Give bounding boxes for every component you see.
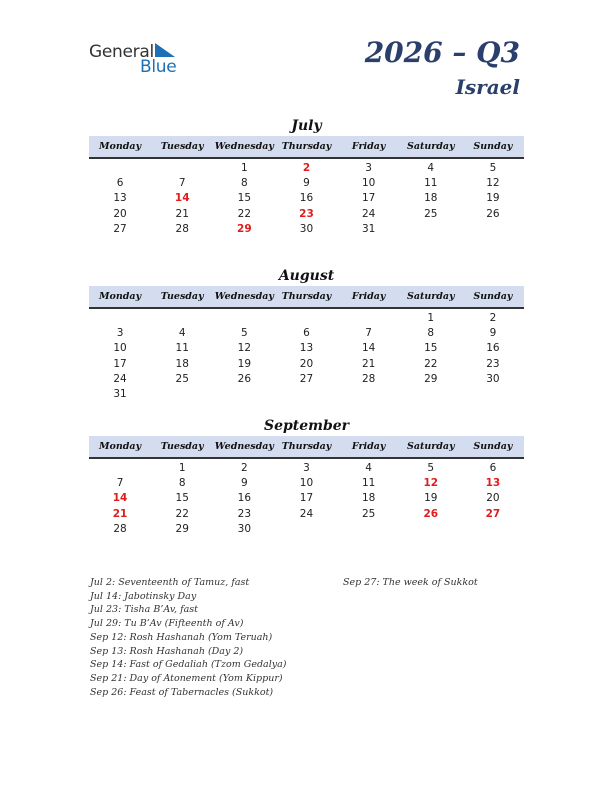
- day-cell: 17: [361, 192, 376, 205]
- day-cell: 29: [424, 372, 438, 385]
- page-title: 2026 – Q3: [364, 36, 520, 69]
- day-cell: 30: [299, 222, 314, 235]
- day-cell: 3: [365, 161, 372, 174]
- day-cell: 25: [424, 207, 438, 220]
- week-row: [89, 221, 524, 236]
- week-row: [89, 191, 524, 206]
- logo-general-text: General: [89, 42, 154, 62]
- day-cell: 2: [241, 461, 248, 474]
- day-cell: 15: [237, 192, 252, 205]
- weekday-label: Tuesday: [160, 291, 204, 302]
- day-cell: 11: [175, 342, 189, 355]
- week-row: [89, 356, 524, 371]
- day-cell: 13: [113, 192, 127, 205]
- day-cell: 28: [175, 222, 189, 235]
- day-cell: 5: [241, 326, 248, 339]
- day-cell: 27: [485, 507, 501, 520]
- day-cell: 24: [113, 372, 127, 385]
- month-july: [89, 116, 524, 236]
- day-cell: 15: [175, 492, 189, 505]
- day-cell: 4: [427, 161, 435, 174]
- day-cell: 17: [113, 357, 127, 370]
- day-cell: 14: [112, 492, 128, 505]
- weekday-label: Saturday: [406, 441, 455, 452]
- weekday-label: Tuesday: [160, 141, 204, 152]
- day-cell: 4: [365, 461, 372, 474]
- day-cell: 9: [489, 326, 497, 339]
- day-cell: 8: [178, 476, 186, 489]
- holiday-note: Sep 12: Rosh Hashanah (Yom Teruah): [90, 631, 273, 643]
- day-cell: 2: [489, 311, 497, 324]
- day-cell: 23: [299, 207, 314, 220]
- week-row: [89, 386, 524, 401]
- day-cell: 24: [361, 207, 376, 220]
- country-name: Israel: [455, 75, 520, 99]
- day-cell: 10: [299, 476, 314, 489]
- weekday-label: Sunday: [473, 291, 513, 302]
- day-cell: 24: [299, 507, 314, 520]
- holiday-note: Sep 21: Day of Atonement (Yom Kippur): [90, 672, 283, 684]
- weekday-label: Saturday: [406, 291, 455, 302]
- day-cell: 20: [113, 207, 127, 220]
- day-cell: 11: [424, 176, 438, 189]
- day-cell: 5: [427, 461, 435, 474]
- day-cell: 25: [175, 372, 189, 385]
- weekday-label: Wednesday: [214, 291, 274, 302]
- day-cell: 4: [178, 326, 186, 339]
- day-cell: 19: [486, 192, 500, 205]
- day-cell: 1: [178, 461, 186, 474]
- day-cell: 6: [116, 176, 124, 189]
- month-name: August: [278, 268, 335, 284]
- week-row: [89, 371, 524, 386]
- day-cell: 20: [299, 357, 314, 370]
- day-cell: 8: [427, 326, 435, 339]
- day-cell: 14: [361, 342, 376, 355]
- day-cell: 10: [113, 342, 127, 355]
- week-row: [89, 460, 524, 475]
- weekday-label: Sunday: [473, 141, 513, 152]
- day-cell: 13: [299, 342, 314, 355]
- weekday-label: Wednesday: [214, 141, 274, 152]
- day-cell: 10: [361, 176, 376, 189]
- weekday-label: Tuesday: [160, 441, 204, 452]
- day-cell: 9: [303, 176, 310, 189]
- day-cell: 9: [241, 476, 248, 489]
- day-cell: 16: [299, 192, 314, 205]
- day-cell: 23: [237, 507, 252, 520]
- holiday-note: Jul 2: Seventeenth of Tamuz, fast: [90, 577, 250, 588]
- day-cell: 12: [237, 342, 252, 355]
- logo: [89, 42, 189, 78]
- day-cell: 18: [424, 192, 438, 205]
- day-cell: 23: [486, 357, 500, 370]
- day-cell: 26: [423, 507, 439, 520]
- day-cell: 18: [361, 492, 376, 505]
- holiday-note: Sep 27: The week of Sukkot: [343, 577, 478, 588]
- day-cell: 5: [489, 161, 497, 174]
- week-row: [89, 491, 524, 506]
- day-cell: 8: [241, 176, 248, 189]
- weekday-header: [89, 136, 524, 159]
- day-cell: 28: [361, 372, 376, 385]
- holiday-note: Jul 14: Jabotinsky Day: [90, 590, 197, 602]
- day-cell: 3: [116, 326, 124, 339]
- day-cell: 3: [303, 461, 310, 474]
- month-august: [89, 266, 524, 402]
- day-cell: 1: [241, 161, 248, 174]
- day-cell: 16: [237, 492, 252, 505]
- weekday-label: Thursday: [281, 141, 332, 152]
- day-cell: 19: [424, 492, 438, 505]
- weekday-label: Friday: [351, 141, 386, 152]
- weekday-label: Thursday: [281, 291, 332, 302]
- weekday-label: Monday: [99, 291, 142, 302]
- day-cell: 25: [361, 507, 376, 520]
- day-cell: 27: [113, 222, 127, 235]
- day-cell: 11: [361, 476, 376, 489]
- day-cell: 14: [174, 192, 190, 205]
- day-cell: 18: [175, 357, 189, 370]
- day-cell: 22: [424, 357, 438, 370]
- day-cell: 12: [423, 476, 439, 489]
- day-cell: 17: [299, 492, 314, 505]
- month-september: [89, 416, 524, 536]
- weekday-header: [89, 286, 524, 309]
- day-cell: 12: [486, 176, 500, 189]
- week-rows: [89, 160, 524, 236]
- weekday-label: Thursday: [281, 441, 332, 452]
- holiday-note: Sep 26: Feast of Tabernacles (Sukkot): [90, 686, 274, 698]
- day-cell: 6: [489, 461, 497, 474]
- day-cell: 30: [486, 372, 500, 385]
- weekday-label: Wednesday: [214, 441, 274, 452]
- holiday-notes-left: [90, 576, 286, 699]
- day-cell: 27: [299, 372, 314, 385]
- week-row: [89, 160, 524, 175]
- day-cell: 7: [116, 476, 124, 489]
- week-row: [89, 310, 524, 325]
- day-cell: 29: [175, 522, 189, 535]
- week-row: [89, 206, 524, 221]
- holiday-note: Jul 29: Tu B’Av (Fifteenth of Av): [90, 618, 244, 630]
- day-cell: 1: [427, 311, 435, 324]
- day-cell: 30: [237, 522, 252, 535]
- day-cell: 21: [112, 507, 128, 520]
- day-cell: 20: [486, 492, 500, 505]
- week-row: [89, 325, 524, 340]
- day-cell: 6: [303, 326, 310, 339]
- week-row: [89, 341, 524, 356]
- week-rows: [89, 460, 524, 536]
- week-rows: [89, 310, 524, 402]
- day-cell: 28: [113, 522, 127, 535]
- day-cell: 31: [113, 388, 127, 401]
- weekday-label: Sunday: [473, 441, 513, 452]
- day-cell: 22: [175, 507, 189, 520]
- logo-blue-text: Blue: [140, 57, 177, 77]
- week-row: [89, 521, 524, 536]
- holiday-note: Sep 13: Rosh Hashanah (Day 2): [90, 645, 244, 657]
- day-cell: 7: [178, 176, 186, 189]
- day-cell: 2: [302, 161, 311, 174]
- day-cell: 7: [365, 326, 372, 339]
- weekday-header: [89, 436, 524, 459]
- day-cell: 31: [361, 222, 376, 235]
- day-cell: 21: [175, 207, 189, 220]
- weekday-label: Saturday: [406, 141, 455, 152]
- day-cell: 13: [485, 476, 501, 489]
- day-cell: 21: [361, 357, 376, 370]
- holiday-notes-right: [343, 576, 478, 590]
- weekday-label: Monday: [99, 441, 142, 452]
- weekday-label: Friday: [351, 291, 386, 302]
- day-cell: 26: [486, 207, 500, 220]
- week-row: [89, 506, 524, 521]
- day-cell: 19: [237, 357, 252, 370]
- day-cell: 16: [486, 342, 500, 355]
- month-name: July: [291, 118, 322, 134]
- month-name: September: [263, 418, 350, 434]
- weekday-label: Friday: [351, 441, 386, 452]
- day-cell: 22: [237, 207, 252, 220]
- holiday-note: Sep 14: Fast of Gedaliah (Tzom Gedalya): [90, 659, 287, 671]
- day-cell: 15: [424, 342, 438, 355]
- holiday-note: Jul 23: Tisha B’Av, fast: [90, 604, 198, 616]
- weekday-label: Monday: [99, 141, 142, 152]
- week-row: [89, 175, 524, 190]
- week-row: [89, 475, 524, 490]
- day-cell: 29: [237, 222, 252, 235]
- day-cell: 26: [237, 372, 252, 385]
